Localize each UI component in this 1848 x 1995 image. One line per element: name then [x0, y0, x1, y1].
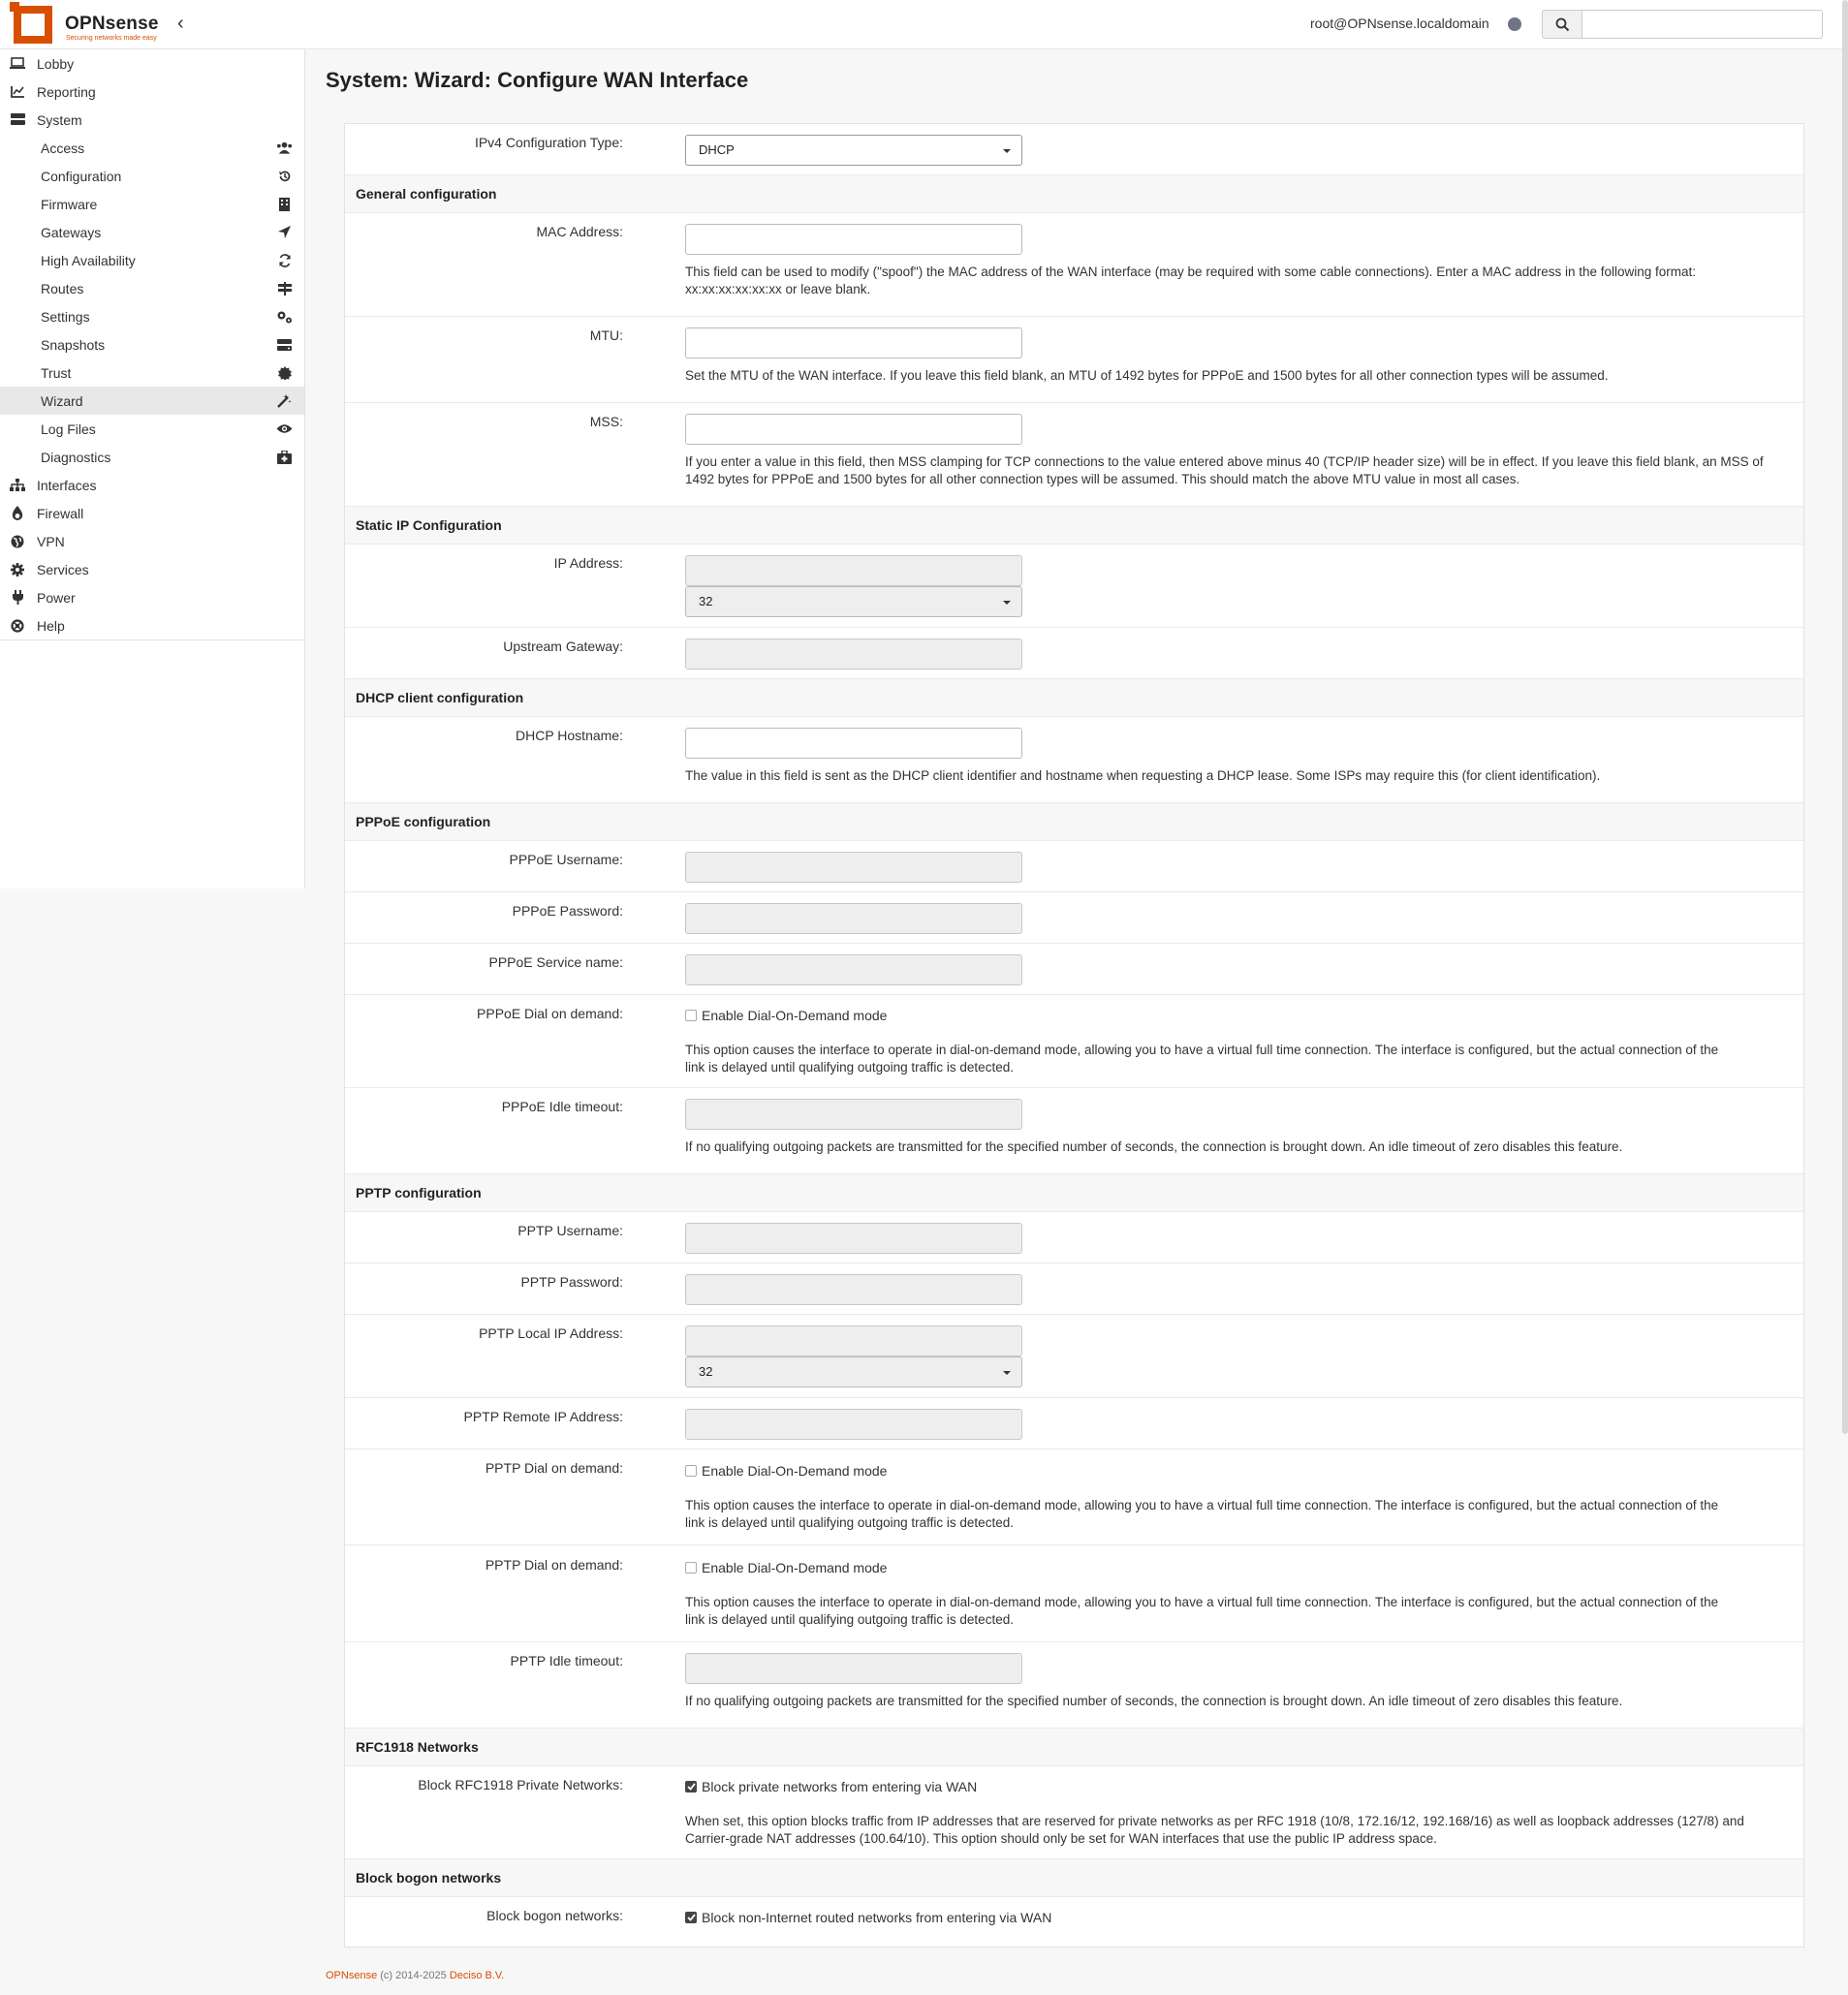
- ip-address-row: [345, 545, 1803, 628]
- section-title: General configuration: [356, 186, 497, 202]
- checkbox-unchecked-icon[interactable]: [685, 1465, 697, 1477]
- location-arrow-icon: [276, 225, 293, 239]
- caret-down-icon: [1003, 149, 1011, 153]
- ip-mask-select[interactable]: [685, 586, 1022, 617]
- ipv4-type-value: DHCP: [699, 142, 735, 157]
- pptp-local-ip-label: PPTP Local IP Address:: [479, 1325, 623, 1341]
- pptp-dial-row-2: [345, 1546, 1803, 1642]
- sidebar-item-help[interactable]: [0, 611, 304, 639]
- sidebar-item-label: Help: [37, 617, 65, 634]
- pppoe-idle-row: [345, 1088, 1803, 1174]
- certificate-icon: [276, 365, 293, 380]
- checkbox-label: Block private networks from entering via WAN: [702, 1779, 978, 1794]
- section-static-ip: [345, 507, 1803, 545]
- rfc1918-label: Block RFC1918 Private Networks:: [418, 1777, 623, 1792]
- sidebar-item-high-availability[interactable]: [0, 246, 304, 274]
- footer-copyright: (c) 2014-2025: [377, 1970, 450, 1981]
- dhcp-hostname-input[interactable]: [685, 728, 1022, 759]
- sidebar-item-label: System: [37, 111, 82, 128]
- section-title: Block bogon networks: [356, 1870, 502, 1886]
- sidebar-item-label: VPN: [37, 533, 65, 549]
- checkbox-label: Enable Dial-On-Demand mode: [702, 1463, 888, 1479]
- sidebar-item-lobby[interactable]: [0, 49, 304, 78]
- pppoe-idle-help: If no qualifying outgoing packets are transmitted for the specified number of seconds, the connection is brought down. An idle timeout of zero disables this feature.: [685, 1139, 1623, 1154]
- pppoe-service-input[interactable]: [685, 954, 1022, 985]
- caret-down-icon: [1003, 1371, 1011, 1375]
- pptp-username-row: [345, 1212, 1803, 1263]
- checkbox-unchecked-icon[interactable]: [685, 1562, 697, 1574]
- checkbox-checked-icon[interactable]: [685, 1781, 697, 1792]
- section-pppoe: [345, 803, 1803, 841]
- ip-address-label: IP Address:: [553, 555, 623, 571]
- ip-address-input[interactable]: [685, 555, 1022, 586]
- help-line: This option causes the interface to operate in dial-on-demand mode, allowing you to have a virtual full time connection. The interface is configured, but the actual connection of the: [685, 1595, 1719, 1609]
- help-line: link is delayed until qualifying outgoing traffic is detected.: [685, 1612, 1014, 1627]
- ip-mask-value: 32: [699, 594, 713, 608]
- rfc1918-checkbox[interactable]: [685, 1779, 977, 1794]
- pppoe-password-label: PPPoE Password:: [512, 903, 623, 919]
- dhcp-help: The value in this field is sent as the DHCP client identifier and hostname when requesting a DHCP lease. Some ISPs may require this (for client identification).: [685, 768, 1601, 783]
- help-line: link is delayed until qualifying outgoing traffic is detected.: [685, 1515, 1014, 1530]
- pppoe-service-row: [345, 944, 1803, 995]
- help-line: Carrier-grade NAT addresses (100.64/10). This option should only be set for WAN interfaces that use the public IP address space.: [685, 1831, 1437, 1846]
- bogon-row: [345, 1897, 1803, 1947]
- pptp-password-row: [345, 1263, 1803, 1315]
- pptp-local-ip-input[interactable]: [685, 1325, 1022, 1356]
- pptp-dial-label: PPTP Dial on demand:: [485, 1460, 623, 1476]
- eye-icon: [276, 421, 293, 436]
- sidebar-item-diagnostics[interactable]: [0, 443, 304, 471]
- plug-icon: [9, 590, 26, 606]
- pppoe-dial-help: [685, 1042, 1790, 1076]
- refresh-icon: [276, 253, 293, 267]
- sidebar-item-log-files[interactable]: [0, 415, 304, 443]
- system-status-icon[interactable]: [1508, 17, 1521, 31]
- section-bogon: [345, 1859, 1803, 1897]
- sidebar-item-label: Lobby: [37, 55, 75, 72]
- checkbox-label: Enable Dial-On-Demand mode: [702, 1560, 888, 1575]
- help-line: When set, this option blocks traffic from IP addresses that are reserved for private networks as per RFC 1918 (10/8, 172.16/12, 192.168/16) as well as loopback addresses (127/8) and: [685, 1814, 1744, 1828]
- opnsense-logo-icon[interactable]: [10, 2, 56, 47]
- sidebar-item-snapshots[interactable]: [0, 330, 304, 358]
- pptp-dial-row: [345, 1449, 1803, 1545]
- signs-icon: [276, 281, 293, 296]
- mtu-row: [345, 317, 1803, 403]
- sidebar-item-label: Firmware: [41, 196, 98, 212]
- dhcp-hostname-label: DHCP Hostname:: [515, 728, 623, 743]
- history-icon: [276, 169, 293, 183]
- caret-down-icon: [1003, 601, 1011, 605]
- search-icon: [1555, 17, 1570, 32]
- section-dhcp: [345, 679, 1803, 717]
- top-navbar: [0, 0, 1848, 49]
- mac-label: MAC Address:: [536, 224, 623, 239]
- section-pptp: [345, 1174, 1803, 1212]
- ipv4-type-row: [345, 124, 1803, 175]
- globe-icon: [9, 534, 26, 549]
- sidebar-nav: [0, 49, 304, 640]
- search-input[interactable]: [1582, 10, 1823, 39]
- pptp-username-input[interactable]: [685, 1223, 1022, 1254]
- bogon-label: Block bogon networks:: [486, 1908, 623, 1923]
- sidebar-item-system[interactable]: [0, 106, 304, 134]
- upstream-gateway-input[interactable]: [685, 639, 1022, 670]
- mss-label: MSS:: [589, 414, 623, 429]
- mac-input[interactable]: [685, 224, 1022, 255]
- chart-icon: [9, 84, 26, 100]
- pptp-dial-checkbox[interactable]: [685, 1463, 887, 1479]
- sidebar-item-label: Services: [37, 561, 89, 577]
- pptp-dial-help: [685, 1594, 1790, 1629]
- pppoe-username-row: [345, 841, 1803, 892]
- pppoe-service-label: PPPoE Service name:: [488, 954, 623, 970]
- help-line: This option causes the interface to operate in dial-on-demand mode, allowing you to have a virtual full time connection. The interface is configured, but the actual connection of the: [685, 1043, 1719, 1057]
- building-icon: [276, 197, 293, 211]
- help-line: If you enter a value in this field, then MSS clamping for TCP connections to the value entered above minus 40 (TCP/IP header size) will be in effect. If you leave this field blank, an MSS of: [685, 454, 1764, 469]
- sidebar-item-label: High Availability: [41, 252, 136, 268]
- sidebar-item-power[interactable]: [0, 583, 304, 611]
- sidebar-item-label: Settings: [41, 308, 90, 325]
- user-menu[interactable]: root@OPNsense.localdomain: [1310, 16, 1489, 31]
- checkbox-unchecked-icon[interactable]: [685, 1010, 697, 1021]
- pptp-dial-label: PPTP Dial on demand:: [485, 1557, 623, 1573]
- sidebar-item-configuration[interactable]: [0, 162, 304, 190]
- section-general: [345, 175, 1803, 213]
- pptp-password-input[interactable]: [685, 1274, 1022, 1305]
- pppoe-username-input[interactable]: [685, 852, 1022, 883]
- sidebar-item-firmware[interactable]: [0, 190, 304, 218]
- page-scrollbar[interactable]: [1842, 0, 1848, 1434]
- pptp-idle-label: PPTP Idle timeout:: [510, 1653, 623, 1668]
- pptp-password-label: PPTP Password:: [520, 1274, 623, 1290]
- sidebar-item-vpn[interactable]: [0, 527, 304, 555]
- sidebar-item-label: Access: [41, 140, 85, 156]
- sidebar-item-label: Trust: [41, 364, 72, 381]
- upstream-gateway-row: [345, 628, 1803, 679]
- sidebar-item-label: Power: [37, 589, 76, 606]
- pppoe-password-input[interactable]: [685, 903, 1022, 934]
- sidebar-item-label: Configuration: [41, 168, 122, 184]
- mtu-label: MTU:: [589, 327, 623, 343]
- pptp-idle-row: [345, 1642, 1803, 1729]
- search-button[interactable]: [1542, 10, 1582, 39]
- sidebar-item-trust[interactable]: [0, 358, 304, 387]
- ipv4-type-label: IPv4 Configuration Type:: [474, 135, 623, 150]
- mac-help: [685, 264, 1790, 298]
- pptp-idle-help: If no qualifying outgoing packets are transmitted for the specified number of seconds, the connection is brought down. An idle timeout of zero disables this feature.: [685, 1694, 1623, 1708]
- sidebar-item-label: Wizard: [41, 392, 83, 409]
- pppoe-dial-checkbox[interactable]: [685, 1008, 887, 1023]
- pptp-local-mask-value: 32: [699, 1364, 713, 1379]
- sidebar-item-label: Gateways: [41, 224, 102, 240]
- help-line: This option causes the interface to operate in dial-on-demand mode, allowing you to have a virtual full time connection. The interface is configured, but the actual connection of the: [685, 1498, 1719, 1512]
- pppoe-dial-row: [345, 995, 1803, 1088]
- sidebar-item-label: Reporting: [37, 83, 96, 100]
- pppoe-password-row: [345, 892, 1803, 944]
- help-line: This field can be used to modify ("spoof") the MAC address of the WAN interface (may be required with some cable connections). Enter a MAC address in the following format:: [685, 265, 1697, 279]
- help-line: 1492 bytes for PPPoE and 1500 bytes for all other connection types will be assumed. This should match the above MTU value in most all cases.: [685, 472, 1520, 486]
- wizard-form-panel: [344, 123, 1804, 1948]
- server-icon: [9, 112, 26, 128]
- sidebar-item-firewall[interactable]: [0, 499, 304, 527]
- sidebar-item-label: Interfaces: [37, 477, 97, 493]
- pptp-local-mask-select[interactable]: [685, 1356, 1022, 1387]
- pptp-remote-ip-input[interactable]: [685, 1409, 1022, 1440]
- checkbox-label: Block non-Internet routed networks from entering via WAN: [702, 1910, 1052, 1925]
- pppoe-username-label: PPPoE Username:: [509, 852, 623, 867]
- sidebar-item-label: Routes: [41, 280, 84, 296]
- pptp-dial-help: [685, 1497, 1790, 1532]
- cog-icon: [9, 562, 26, 577]
- pptp-remote-ip-row: [345, 1398, 1803, 1449]
- pptp-username-label: PPTP Username:: [517, 1223, 623, 1238]
- pppoe-idle-label: PPPoE Idle timeout:: [501, 1099, 623, 1114]
- mtu-help: Set the MTU of the WAN interface. If you leave this field blank, an MTU of 1492 bytes for PPPoE and 1500 bytes for all other connection types will be assumed.: [685, 368, 1609, 383]
- brand-tagline: Securing networks made easy: [66, 35, 157, 42]
- mss-help: [685, 453, 1790, 488]
- section-rfc1918: [345, 1729, 1803, 1766]
- sidebar-item-label: Log Files: [41, 421, 96, 437]
- mss-row: [345, 403, 1803, 507]
- footer-company-link[interactable]: Deciso B.V.: [449, 1970, 505, 1981]
- ipv4-type-select[interactable]: [685, 135, 1022, 166]
- help-line: xx:xx:xx:xx:xx:xx or leave blank.: [685, 282, 871, 296]
- sidebar-item-routes[interactable]: [0, 274, 304, 302]
- sidebar-item-wizard[interactable]: [0, 387, 304, 415]
- lifebuoy-icon: [9, 618, 26, 634]
- dhcp-hostname-row: [345, 717, 1803, 803]
- rfc1918-help: [685, 1813, 1790, 1848]
- section-title: PPTP configuration: [356, 1185, 482, 1200]
- sitemap-icon: [9, 478, 26, 493]
- pptp-dial-checkbox-2[interactable]: [685, 1560, 887, 1575]
- sidebar-item-interfaces[interactable]: [0, 471, 304, 499]
- users-icon: [276, 140, 293, 155]
- section-title: Static IP Configuration: [356, 517, 502, 533]
- magic-icon: [276, 393, 293, 408]
- footer: [326, 1970, 504, 1981]
- fire-icon: [9, 506, 26, 521]
- pptp-idle-input[interactable]: [685, 1653, 1022, 1684]
- sidebar-item-label: Diagnostics: [41, 449, 111, 465]
- sidebar-item-gateways[interactable]: [0, 218, 304, 246]
- sidebar-item-label: Snapshots: [41, 336, 106, 353]
- sidebar-item-settings[interactable]: [0, 302, 304, 330]
- section-title: RFC1918 Networks: [356, 1739, 479, 1755]
- pppoe-idle-input[interactable]: [685, 1099, 1022, 1130]
- pptp-local-ip-row: [345, 1315, 1803, 1398]
- cogs-icon: [276, 309, 293, 324]
- sidebar-item-services[interactable]: [0, 555, 304, 583]
- section-title: PPPoE configuration: [356, 814, 491, 829]
- mss-input[interactable]: [685, 414, 1022, 445]
- sidebar-collapse-icon[interactable]: ‹: [177, 13, 184, 34]
- brand-name[interactable]: OPNsense: [65, 14, 159, 34]
- sidebar: [0, 49, 305, 888]
- sidebar-item-label: Firewall: [37, 505, 84, 521]
- hdd-icon: [276, 337, 293, 352]
- sidebar-item-reporting[interactable]: [0, 78, 304, 106]
- rfc1918-row: [345, 1766, 1803, 1859]
- upstream-gateway-label: Upstream Gateway:: [503, 639, 623, 654]
- pppoe-dial-label: PPPoE Dial on demand:: [477, 1006, 623, 1021]
- sidebar-item-access[interactable]: [0, 134, 304, 162]
- bogon-checkbox[interactable]: [685, 1910, 1051, 1925]
- checkbox-checked-icon[interactable]: [685, 1912, 697, 1923]
- medkit-icon: [276, 450, 293, 464]
- help-line: link is delayed until qualifying outgoing traffic is detected.: [685, 1060, 1014, 1075]
- checkbox-label: Enable Dial-On-Demand mode: [702, 1008, 888, 1023]
- pptp-remote-ip-label: PPTP Remote IP Address:: [463, 1409, 623, 1424]
- mtu-input[interactable]: [685, 327, 1022, 358]
- footer-brand-link[interactable]: OPNsense: [326, 1970, 378, 1981]
- laptop-icon: [9, 56, 26, 72]
- section-title: DHCP client configuration: [356, 690, 524, 705]
- page-title: System: Wizard: Configure WAN Interface: [326, 68, 749, 92]
- mac-row: [345, 213, 1803, 317]
